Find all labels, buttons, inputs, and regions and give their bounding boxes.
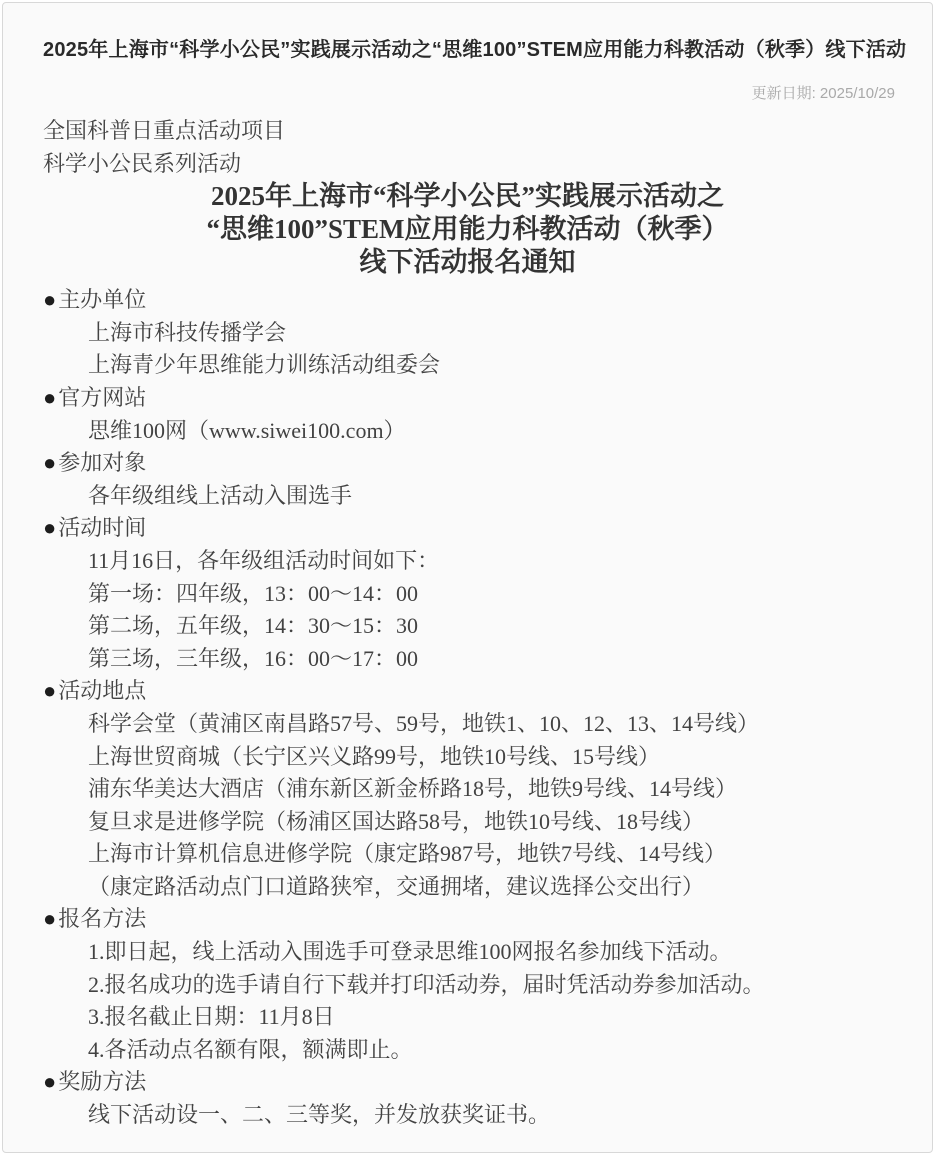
- bullet-icon: ●: [43, 1069, 57, 1095]
- section-participants: [43, 447, 892, 512]
- notice-title: [43, 180, 892, 279]
- section-heading-label: 官方网站: [58, 384, 147, 410]
- intro-line: 科学小公民系列活动: [43, 150, 242, 176]
- section-line: 1.即日起，线上活动入围选手可登录思维100网报名参加线下活动。: [88, 939, 732, 965]
- section-heading-label: 报名方法: [58, 906, 147, 932]
- notice-title-line: “思维100”STEM应用能力科教活动（秋季）: [206, 214, 729, 245]
- section-official-website: [43, 382, 892, 447]
- bullet-icon: ●: [43, 384, 57, 410]
- section-line: 上海青少年思维能力训练活动组委会: [88, 352, 441, 378]
- section-hosts: [43, 284, 892, 382]
- section-line: 科学会堂（黄浦区南昌路57号、59号，地铁1、10、12、13、14号线）: [88, 710, 760, 736]
- notice-body: [43, 115, 892, 1132]
- section-line: 4.各活动点名额有限，额满即止。: [88, 1036, 413, 1062]
- section-heading: [43, 447, 892, 480]
- section-heading-label: 活动地点: [58, 678, 147, 704]
- section-line: 线下活动设一、二、三等奖，并发放获奖证书。: [88, 1102, 551, 1128]
- section-heading: [43, 1066, 892, 1099]
- section-heading: [43, 512, 892, 545]
- section-line: 3.报名截止日期：11月8日: [88, 1004, 335, 1030]
- bullet-icon: ●: [43, 450, 57, 476]
- bullet-icon: ●: [43, 515, 57, 541]
- section-heading: [43, 382, 892, 415]
- section-line: 思维100网（www.siwei100.com）: [88, 417, 406, 443]
- section-heading-label: 主办单位: [58, 287, 147, 313]
- section-locations: [43, 675, 892, 903]
- section-heading: [43, 675, 892, 708]
- section-line: 第一场：四年级，13：00～14：00: [88, 580, 419, 606]
- section-line: 2.报名成功的选手请自行下载并打印活动券，届时凭活动券参加活动。: [88, 971, 765, 997]
- bullet-icon: ●: [43, 678, 57, 704]
- intro-line: 全国科普日重点活动项目: [43, 118, 286, 143]
- section-heading-label: 奖励方法: [58, 1069, 147, 1095]
- section-schedule: [43, 512, 892, 675]
- section-line: 上海市计算机信息进修学院（康定路987号，地铁7号线、14号线）: [88, 841, 727, 867]
- section-registration: [43, 903, 892, 1066]
- section-line: 浦东华美达大酒店（浦东新区新金桥路18号，地铁9号线、14号线）: [88, 776, 738, 802]
- bullet-icon: ●: [43, 287, 57, 313]
- notice-title-line: 线下活动报名通知: [359, 247, 576, 278]
- bullet-icon: ●: [43, 906, 57, 932]
- section-line: 11月16日，各年级组活动时间如下：: [88, 547, 440, 573]
- section-line: 上海市科技传播学会: [88, 319, 287, 345]
- notice-title-line: 2025年上海市“科学小公民”实践展示活动之: [211, 181, 724, 212]
- notice-page: [2, 2, 933, 1153]
- section-heading: [43, 903, 892, 936]
- section-heading-label: 参加对象: [58, 450, 147, 476]
- section-awards: [43, 1066, 892, 1131]
- section-heading: [43, 284, 892, 317]
- section-line: 复旦求是进修学院（杨浦区国达路58号，地铁10号线、18号线）: [88, 808, 705, 834]
- section-line: （康定路活动点门口道路狭窄，交通拥堵，建议选择公交出行）: [88, 873, 705, 899]
- section-line: 上海世贸商城（长宁区兴义路99号，地铁10号线、15号线）: [88, 743, 661, 769]
- section-line: 第三场，三年级，16：00～17：00: [88, 645, 419, 671]
- section-heading-label: 活动时间: [58, 515, 147, 541]
- page-title: 2025年上海市“科学小公民”实践展示活动之“思维100”STEM应用能力科教活动（秋季）线下活动: [43, 39, 907, 61]
- section-line: 第二场，五年级，14：30～15：30: [88, 613, 419, 639]
- update-date: 更新日期: 2025/10/29: [751, 85, 895, 102]
- section-line: 各年级组线上活动入围选手: [88, 482, 353, 508]
